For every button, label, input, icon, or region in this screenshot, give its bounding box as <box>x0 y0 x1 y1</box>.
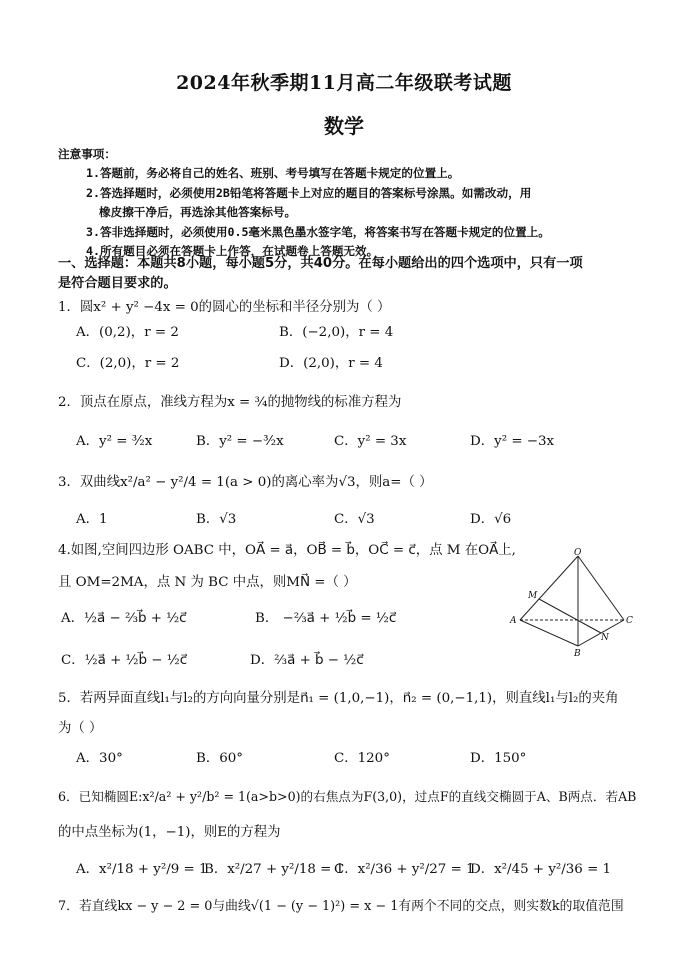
q5-option-b: B．60° <box>196 751 243 766</box>
q4-stem-line1: 4.如图,空间四边形 OABC 中，OA⃗ = a⃗，OB⃗ = b⃗，OC⃗ = c⃗，点 M 在OA⃗上, <box>58 543 516 558</box>
q3-option-b: B．√3 <box>196 512 237 527</box>
section-heading-line2: 是符合题目要求的。 <box>58 276 177 291</box>
label-o: O <box>574 548 582 558</box>
q1-option-b: B．(−2,0)，r = 4 <box>279 325 394 340</box>
exam-title: 2024年秋季期11月高二年级联考试题 <box>176 72 512 94</box>
q6-stem-line2: 的中点坐标为(1，−1)，则E的方程为 <box>58 825 281 840</box>
q2-stem: 2．顶点在原点，准线方程为x = ¾的抛物线的标准方程为 <box>58 395 402 410</box>
q1-option-d: D．(2,0)，r = 4 <box>279 356 383 371</box>
section-heading-line1: 一、选择题：本题共8小题，每小题5分，共40分。在每小题给出的四个选项中，只有一项 <box>58 256 583 271</box>
notice-item-1: 1.答题前，务必将自己的姓名、班别、考号填写在答题卡规定的位置上。 <box>86 166 460 180</box>
edge-oc <box>578 556 624 620</box>
q2-option-d: D．y² = −3x <box>470 434 555 449</box>
exam-subject: 数学 <box>324 114 364 138</box>
q4-option-d: D．⅔a⃗ + b⃗ − ½c⃗ <box>250 653 364 668</box>
q5-stem-line1: 5．若两异面直线l₁与l₂的方向向量分别是n⃗₁ = (1,0,−1)，n⃗₂ = (0,−1,1)，则直线l₁与l₂的夹角 <box>58 691 619 706</box>
q4-option-b: B． −⅔a⃗ + ½b⃗ = ½c⃗ <box>255 611 397 626</box>
q3-option-a: A．1 <box>76 512 108 527</box>
notice-heading: 注意事项： <box>58 147 116 161</box>
q2-option-b: B．y² = −³⁄₂x <box>196 434 284 449</box>
tetrahedron-figure <box>506 548 638 658</box>
q6-option-a: A．x²/18 + y²/9 = 1 <box>76 862 208 877</box>
q4-stem-line2: 且 OM=2MA，点 N 为 BC 中点，则MN⃗ =（ ） <box>58 575 357 590</box>
q5-stem-line2: 为（ ） <box>58 721 103 736</box>
q3-stem: 3．双曲线x²/a² − y²/4 = 1(a > 0)的离心率为√3，则a=（ ） <box>58 475 433 490</box>
q1-stem: 1．圆x² + y² −4x = 0的圆心的坐标和半径分别为（ ） <box>58 300 391 315</box>
notice-item-2: 2.答选择题时，必须使用2B铅笔将答题卡上对应的题目的答案标号涂黑。如需改动，用 <box>86 186 532 200</box>
label-c: C <box>626 616 633 626</box>
q4-option-c: C．½a⃗ + ½b⃗ − ½c⃗ <box>61 653 188 668</box>
q4-option-a: A．½a⃗ − ⅔b⃗ + ½c⃗ <box>61 611 187 626</box>
edge-ab <box>520 620 578 646</box>
label-a: A <box>510 616 517 626</box>
q1-option-a: A．(0,2)，r = 2 <box>76 325 179 340</box>
notice-item-4: 4.所有题目必须在答题卡上作答，在试题卷上答题无效。 <box>86 244 379 258</box>
q1-option-c: C．(2,0)，r = 2 <box>76 356 180 371</box>
edge-oa <box>520 556 578 620</box>
notice-item-3: 3.答非选择题时，必须使用0.5毫米黑色墨水签字笔，将答案书写在答题卡规定的位置上。 <box>86 225 550 239</box>
q6-stem-line1: 6．已知椭圆E:x²/a² + y²/b² = 1(a>b>0)的右焦点为F(3,0)，过点F的直线交椭圆于A、B两点．若AB <box>58 789 637 804</box>
segment-mn <box>539 599 601 633</box>
label-b: B <box>574 649 581 658</box>
q3-option-c: C．√3 <box>334 512 375 527</box>
q5-option-d: D．150° <box>470 751 527 766</box>
notice-item-2-cont: 橡皮擦干净后，再选涂其他答案标号。 <box>99 205 297 219</box>
q3-option-d: D．√6 <box>470 512 512 527</box>
q6-option-c: C．x²/36 + y²/27 = 1 <box>334 862 475 877</box>
q5-option-a: A．30° <box>76 751 123 766</box>
q5-option-c: C．120° <box>334 751 390 766</box>
q7-stem: 7．若直线kx − y − 2 = 0与曲线√(1 − (y − 1)²) = x − 1有两个不同的交点，则实数k的取值范围 <box>58 899 624 914</box>
q2-option-a: A．y² = ³⁄₂x <box>76 434 153 449</box>
q6-option-b: B．x²/27 + y²/18 = 1 <box>204 862 345 877</box>
q6-option-d: D．x²/45 + y²/36 = 1 <box>470 862 612 877</box>
q2-option-c: C．y² = 3x <box>334 434 407 449</box>
label-m: M <box>528 591 538 601</box>
label-n: N <box>601 633 609 643</box>
